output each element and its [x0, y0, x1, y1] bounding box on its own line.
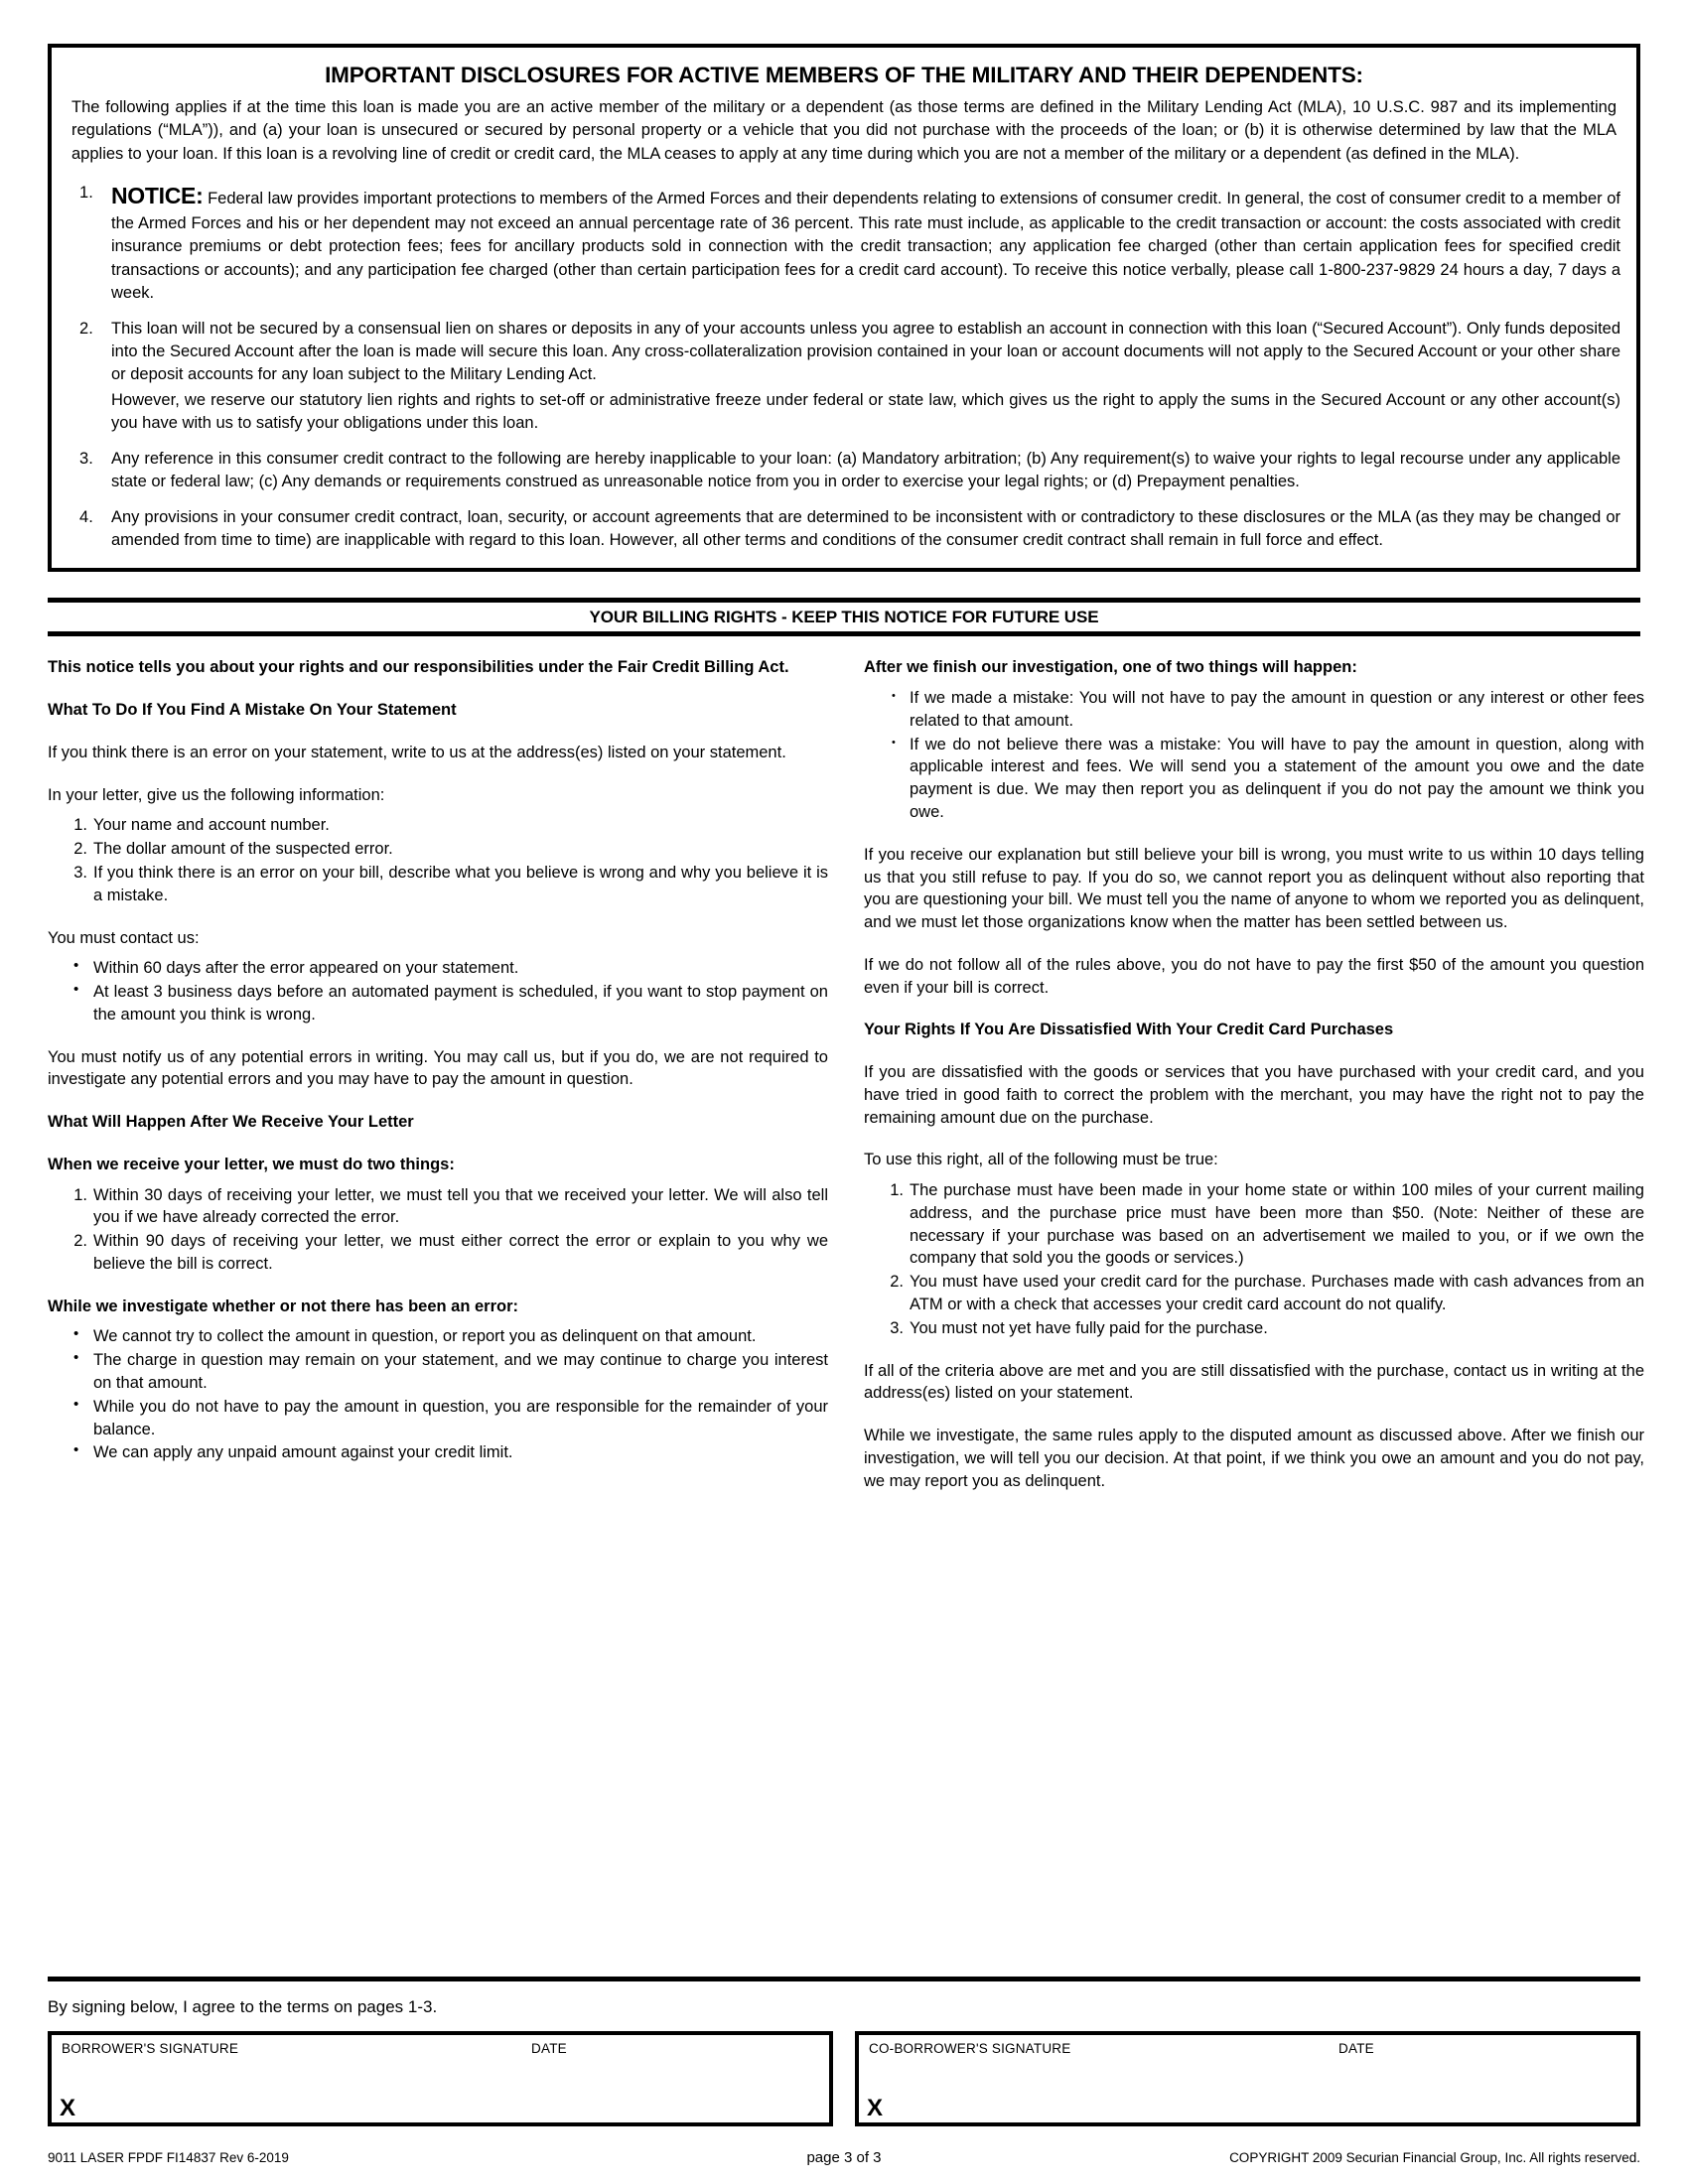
list-item: The dollar amount of the suspected error. [93, 840, 393, 859]
paragraph-criteria-met: If all of the criteria above are met and you are still dissatisfied with the purchase, contact us in writing at the address(es) listed on your statement. [864, 1361, 1644, 1403]
list-item: • If we made a mistake: You will not have to pay the amount in question or any interest or other fees related to that amount. [864, 687, 1644, 733]
list-item: • We can apply any unpaid amount against your credit limit. [48, 1441, 828, 1464]
signature-boxes [48, 2031, 1640, 2126]
coborrower-signature-labels [869, 2041, 1626, 2056]
footer-page-number: page 3 of 3 [806, 2149, 882, 2166]
footer-copyright: COPYRIGHT 2009 Securian Financial Group, Inc. All rights reserved. [1229, 2150, 1640, 2165]
list-item: If you think there is an error on your bill, describe what you believe is wrong and why you believe it is a mistake. [93, 864, 828, 904]
heading-after-finish-investigation: After we finish our investigation, one of two things will happen: [864, 658, 1357, 677]
paragraph-dissatisfied-goods: If you are dissatisfied with the goods or services that you have purchased with your credit card, and you have tried in good faith to correct the problem with the merchant, you may have the right not to pay the remaining amount due on the purchase. [864, 1063, 1644, 1127]
lead-to-use-this-right: To use this right, all of the following must be true: [864, 1151, 1218, 1169]
billing-rights-columns [48, 656, 1644, 1512]
banner-rule-bottom [48, 631, 1640, 636]
military-disclosure-item-2 [68, 318, 1620, 436]
coborrower-date-label: DATE [1338, 2041, 1374, 2056]
heading-what-to-do: What To Do If You Find A Mistake On Your Statement [48, 701, 457, 720]
coborrower-signature-x-mark: X [867, 2095, 884, 2121]
paragraph-rules-fifty-dollars: If we do not follow all of the rules above, you do not have to pay the first $50 of the amount you question even if your bill is correct. [864, 955, 1644, 997]
after-finish-list [864, 687, 1644, 824]
two-things-list [48, 1184, 828, 1276]
letter-info-list [48, 814, 828, 906]
borrower-signature-box[interactable] [48, 2031, 833, 2126]
military-disclosure-item-3: Any reference in this consumer credit contract to the following are hereby inapplicable to your loan: (a) Mandatory arbitration; (b) Any requirement(s) to waive your rights to legal recourse under any applicable state or federal law; (c) Any demands or requirements construed as unreasonable notice from you in order to exercise your legal rights; or (d) Prepayment penalties. [111, 449, 1620, 491]
list-item: • The charge in question may remain on your statement, and we may continue to charge you interest on that amount. [48, 1349, 828, 1395]
contact-deadlines-list [48, 957, 828, 1025]
heading-while-we-investigate: While we investigate whether or not there has been an error: [48, 1297, 519, 1315]
military-disclosure-title: IMPORTANT DISCLOSURES FOR ACTIVE MEMBERS OF THE MILITARY AND THEIR DEPENDENTS: [325, 63, 1363, 87]
signature-agreement-text: By signing below, I agree to the terms on pages 1-3. [48, 1997, 438, 2016]
lead-in-your-letter: In your letter, give us the following information: [48, 785, 385, 804]
list-item: • While you do not have to pay the amount in question, you are responsible for the remainder of your balance. [48, 1396, 828, 1441]
military-disclosure-item-1 [68, 180, 1620, 305]
military-disclosure-box [48, 44, 1640, 572]
borrower-signature-labels [62, 2041, 819, 2056]
military-disclosure-item-2b-text: However, we reserve our statutory lien rights and rights to set-off or administrative freeze under federal or state law, which gives us the right to apply the sums in the Secured Account or any other account(s) you have with us to satisfy your obligations under this loan. [111, 390, 1620, 433]
signature-rule [48, 1977, 1640, 1981]
list-item: You must have used your credit card for the purchase. Purchases made with cash advances from an ATM or with a check that accesses your credit card account do not qualify. [910, 1273, 1644, 1314]
list-item: Within 90 days of receiving your letter, we must either correct the error or explain to you why we believe the bill is correct. [93, 1232, 828, 1273]
military-disclosure-item-4: Any provisions in your consumer credit contract, loan, security, or account agreements that are determined to be inconsistent with or contradictory to these disclosures or the MLA (as they may be changed or amended from time to time) are inapplicable with regard to this loan. However, all other terms and conditions of the consumer credit contract shall remain in full force and effect. [111, 507, 1620, 549]
signature-section [48, 1977, 1640, 2126]
coborrower-signature-label: CO-BORROWER'S SIGNATURE [869, 2041, 1071, 2056]
billing-rights-banner [48, 598, 1640, 636]
heading-what-will-happen: What Will Happen After We Receive Your Letter [48, 1113, 414, 1132]
list-item: The purchase must have been made in your home state or within 100 miles of your current mailing address, and the purchase price must have been more than $50. (Note: Neither of these are necessary if your purchase was based on an advertisement we mailed to you, or if we own the company that sold you the goods or services.) [910, 1181, 1644, 1268]
list-item: • If we do not believe there was a mistake: You will have to pay the amount in question, along with applicable interest and fees. We will send you a statement of the amount you owe and the date payment is due. We may then report you as delinquent if you do not pay the amount we think you owe. [864, 734, 1644, 824]
list-item: • Within 60 days after the error appeared on your statement. [48, 957, 828, 980]
notice-keyword: NOTICE: [111, 183, 204, 209]
list-item: Within 30 days of receiving your letter, we must tell you that we received your letter. We will also tell you if we have already corrected the error. [93, 1185, 828, 1227]
billing-rights-right-column [864, 656, 1644, 1512]
coborrower-signature-box[interactable] [855, 2031, 1640, 2126]
borrower-signature-x-mark: X [60, 2095, 76, 2121]
borrower-signature-label: BORROWER'S SIGNATURE [62, 2041, 239, 2056]
military-disclosure-list [68, 180, 1620, 552]
page-footer [48, 2149, 1640, 2166]
military-disclosure-item-1-text: Federal law provides important protections to members of the Armed Forces and their dependents relating to extensions of consumer credit. In general, the cost of consumer credit to a member of the Armed Forces and his or her dependent may not exceed an annual percentage rate of 36 percent. This rate must include, as applicable to the credit transaction or account: the costs associated with credit insurance premiums or debt protection fees; fees for ancillary products sold in connection with the credit transaction; any application fee charged (other than certain application fees for specified credit transactions or accounts); and any participation fee charged (other than certain participation fees for a credit card account). To receive this notice verbally, please call 1-800-237-9829 24 hours a day, 7 days a week. [111, 190, 1621, 303]
paragraph-while-investigate-disputed: While we investigate, the same rules apply to the disputed amount as discussed above. After we finish our investigation, we will tell you our decision. At that point, if we think you owe an amount and you do not pay, we may report you as delinquent. [864, 1427, 1644, 1490]
paragraph-error-address: If you think there is an error on your statement, write to us at the address(es) listed on your statement. [48, 743, 786, 761]
heading-two-things: When we receive your letter, we must do two things: [48, 1155, 455, 1173]
paragraph-notify-in-writing: You must notify us of any potential errors in writing. You may call us, but if you do, we are not required to investigate any potential errors and you may have to pay the amount in question. [48, 1047, 828, 1089]
paragraph-receive-explanation: If you receive our explanation but still believe your bill is wrong, you must write to us within 10 days telling us that you still refuse to pay. If you do so, we cannot report you as delinquent without also reporting that you are questioning your bill. We must tell you the name of anyone to whom we reported you as delinquent, and we must let those organizations know when the matter has been settled between us. [864, 845, 1644, 932]
military-disclosure-intro: The following applies if at the time this loan is made you are an active member of the military or a dependent (as those terms are defined in the Military Lending Act (MLA), 10 U.S.C. 987 and its implementing regulations (“MLA”)), and (a) your loan is unsecured or secured by personal property or a vehicle that you did not purchase with the proceeds of the loan; or (b) it is otherwise determined by law that the MLA applies to your loan. If this loan is a revolving line of credit or credit card, the MLA ceases to apply at any time during which you are not a member of the military or a dependent (as defined in the MLA). [71, 98, 1617, 163]
list-item: You must not yet have fully paid for the purchase. [910, 1318, 1268, 1337]
list-item: Your name and account number. [93, 816, 330, 835]
list-item: • At least 3 business days before an automated payment is scheduled, if you want to stop payment on the amount you think is wrong. [48, 981, 828, 1026]
use-right-criteria-list [864, 1179, 1644, 1339]
heading-rights-dissatisfied: Your Rights If You Are Dissatisfied With Your Credit Card Purchases [864, 1021, 1394, 1039]
lead-you-must-contact-us: You must contact us: [48, 928, 200, 947]
military-disclosure-item-2-text: This loan will not be secured by a consensual lien on shares or deposits in any of your accounts unless you agree to establish an account in connection with this loan (“Secured Account”). Only funds deposited into the Secured Account after the loan is made will secure this loan. Any cross-collateralization provision contained in your loan or account documents will not apply to the Secured Account or your other share or deposit accounts for any loan subject to the Military Lending Act. [111, 319, 1620, 384]
billing-rights-banner-text: YOUR BILLING RIGHTS - KEEP THIS NOTICE FOR FUTURE USE [589, 608, 1099, 627]
notice-intro-heading: This notice tells you about your rights and our responsibilities under the Fair Credit Billing Act. [48, 658, 789, 677]
billing-rights-left-column [48, 656, 828, 1512]
footer-form-id: 9011 LASER FPDF FI14837 Rev 6-2019 [48, 2150, 289, 2165]
list-item: • We cannot try to collect the amount in question, or report you as delinquent on that amount. [48, 1325, 828, 1348]
borrower-date-label: DATE [531, 2041, 567, 2056]
while-investigate-list [48, 1325, 828, 1464]
